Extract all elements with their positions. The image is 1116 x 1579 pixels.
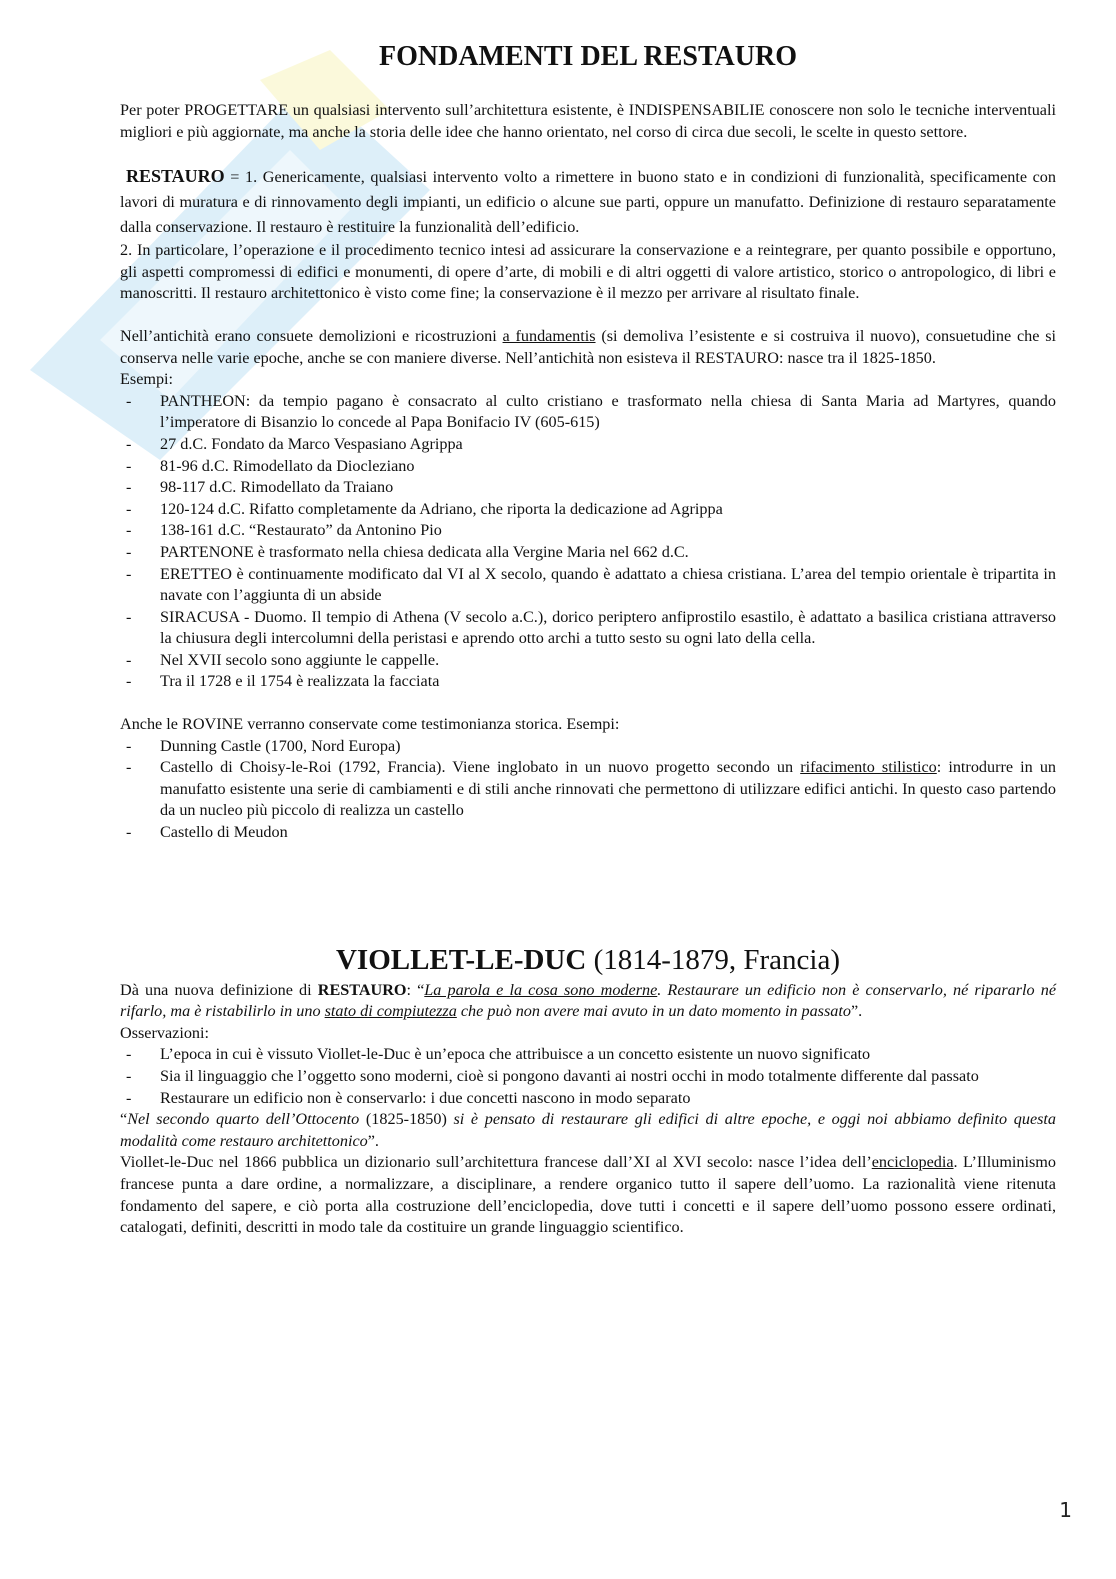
viollet-quote-end: che può non avere mai avuto in un dato momento in passato bbox=[460, 1002, 851, 1021]
document-page bbox=[120, 36, 1056, 1239]
viollet-quote-mid: . Restaurare un edificio non è conservarlo, né ripararlo né rifarlo, ma è ristabilirlo in uno bbox=[120, 980, 1057, 1021]
list-item: - 138-161 d.C. “Restaurato” da Antonino Pio bbox=[120, 520, 1056, 542]
document-title: FONDAMENTI DEL RESTAURO bbox=[379, 41, 797, 72]
list-item: - 81-96 d.C. Rimodellato da Diocleziano bbox=[120, 456, 1056, 478]
list-item: - 98-117 d.C. Rimodellato da Traiano bbox=[120, 477, 1056, 499]
viollet-def-pre: Dà una nuova definizione di bbox=[120, 980, 312, 999]
quote-italic-2: si è pensato di restaurare gli edifici di altre epoche, e oggi noi abbiamo definito questa modalità come restauro architettonico bbox=[120, 1110, 1057, 1150]
viollet-def-close: ”. bbox=[850, 1002, 863, 1021]
enciclopedia-term: enciclopedia bbox=[871, 1153, 954, 1172]
viollet-quote-compiutezza: stato di compiutezza bbox=[324, 1002, 457, 1021]
viollet-def-restauro: RESTAURO bbox=[317, 980, 407, 999]
quote-open: “ bbox=[120, 1110, 128, 1129]
viollet-quote-underlined: La parola e la cosa sono moderne bbox=[424, 980, 658, 999]
a-fundamentis-term: a fundamentis bbox=[502, 326, 596, 345]
ruins-intro: Anche le ROVINE verranno conservate come testimonianza storica. Esempi: bbox=[120, 715, 620, 734]
examples-label: Esempi: bbox=[120, 370, 174, 389]
page-number: 1 bbox=[1059, 1498, 1072, 1522]
restauro-definition-1 bbox=[120, 164, 1056, 240]
intro-paragraph: Per poter PROGETTARE un qualsiasi intervento sull’architettura esistente, è INDISPENSABILIE conoscere non solo le tecniche interventuali migliori e più aggiornate, ma anche la storia delle idee che hanno orientato, nel corso di circa due secoli, le scelte in questo settore. bbox=[120, 101, 1056, 141]
quote-close: ”. bbox=[367, 1131, 379, 1150]
quote-years: (1825-1850) bbox=[365, 1110, 447, 1129]
list-item: - Restaurare un edificio non è conservarlo: i due concetti nascono in modo separato bbox=[120, 1088, 1056, 1110]
list-item: - SIRACUSA - Duomo. Il tempio di Athena (V secolo a.C.), dorico periptero anfiprostilo esastilo, è adattato a basilica cristiana attraverso la chiusura degli intercolumni della peristasi e aprendo otto archi a tutto sesto su ogni lato della cella. bbox=[120, 607, 1056, 650]
antiquity-paragraph bbox=[120, 326, 1056, 369]
rifacimento-stilistico-term: rifacimento stilistico bbox=[800, 758, 937, 777]
list-item: - Tra il 1728 e il 1754 è realizzata la facciata bbox=[120, 671, 1056, 693]
ottocento-quote bbox=[120, 1109, 1056, 1152]
list-item: - 27 d.C. Fondato da Marco Vespasiano Agrippa bbox=[120, 434, 1056, 456]
list-item: - PANTHEON: da tempio pagano è consacrato al culto cristiano e trasformato nella chiesa di Santa Maria ad Martyres, quando l’imperatore di Bisanzio lo concede al Papa Bonifacio IV (605-615) bbox=[120, 391, 1056, 434]
ruins-item2-pre: Castello di Choisy-le-Roi (1792, Francia). Viene inglobato in un nuovo progetto secondo un bbox=[160, 758, 794, 777]
viollet-definition bbox=[120, 980, 1056, 1023]
antiquity-text-post: (si demoliva l’esistente e si costruiva il nuovo), consuetudine che si conserva nelle varie epoche, anche se con maniere diverse. Nell’antichità non esisteva il RESTAURO: nasce tra il 1825-1850. bbox=[120, 326, 1056, 367]
list-item bbox=[120, 757, 1056, 822]
antiquity-examples-list bbox=[120, 391, 1056, 693]
list-item: - Sia il linguaggio che l’oggetto sono moderni, cioè si pongono davanti ai nostri occhi in modo totalmente differente dal passato bbox=[120, 1066, 1056, 1088]
list-item: - Dunning Castle (1700, Nord Europa) bbox=[120, 736, 1056, 758]
list-item: - 120-124 d.C. Rifatto completamente da Adriano, che riporta la dedicazione ad Agrippa bbox=[120, 499, 1056, 521]
list-item: - Nel XVII secolo sono aggiunte le cappelle. bbox=[120, 650, 1056, 672]
viollet-heading-name: VIOLLET-LE-DUC bbox=[335, 943, 587, 976]
viollet-def-colon: : “ bbox=[406, 980, 425, 999]
ruins-item2-post: : introdurre in un manufatto esistente una serie di cambiamenti e di stili anche rinnovati che permettono di utilizzare edifici antichi. In questo caso partendo da un nucleo più piccolo di realizza un castello bbox=[160, 758, 1057, 820]
list-item: - L’epoca in cui è vissuto Viollet-le-Duc è un’epoca che attribuisce a un concetto esistente un nuovo significato bbox=[120, 1044, 1056, 1066]
viollet-heading bbox=[120, 940, 1056, 980]
restauro-label: RESTAURO bbox=[126, 166, 225, 187]
antiquity-text-pre: Nell’antichità erano consuete demolizioni e ricostruzioni bbox=[120, 326, 497, 345]
observations-list bbox=[120, 1044, 1056, 1109]
restauro-def1-text: = 1. Genericamente, qualsiasi intervento volto a rimettere in buono stato e in condizioni di funzionalità, specificamente con lavori di muratura e di rinnovamento degli impianti, un edificio o alcune sue parti, oppure un manufatto. Definizione di restauro separatamente dalla conservazione. Il restauro è restituire la funzionalità dell’edificio. bbox=[120, 168, 1056, 237]
viollet-heading-dates: (1814-1879, Francia) bbox=[593, 943, 840, 976]
dictionary-pre: Viollet-le-Duc nel 1866 pubblica un dizionario sull’architettura francese dall’XI al XVI secolo: nasce l’idea dell’ bbox=[120, 1153, 872, 1172]
list-item: - ERETTEO è continuamente modificato dal VI al X secolo, quando è adattato a chiesa cristiana. L’area del tempio orientale è tripartita in navate con l’aggiunta di un abside bbox=[120, 564, 1056, 607]
list-item: - PARTENONE è trasformato nella chiesa dedicata alla Vergine Maria nel 662 d.C. bbox=[120, 542, 1056, 564]
list-item: - Castello di Meudon bbox=[120, 822, 1056, 844]
ruins-examples-list bbox=[120, 736, 1056, 844]
observations-label: Osservazioni: bbox=[120, 1023, 210, 1042]
dictionary-post: . L’Illuminismo francese punta a dare ordine, a normalizzare, a disciplinare, a rendere organico tutto il sapere dell’uomo. La razionalità viene ritenuta fondamento del sapere, e ciò porta alla costruzione dell’enciclopedia, dove tutti i concetti e il sapere dell’uomo possono essere ordinati, catalogati, definiti, descritti in modo tale da costituire un grande linguaggio scientifico. bbox=[120, 1153, 1056, 1237]
dictionary-paragraph bbox=[120, 1152, 1056, 1238]
restauro-definition-2: 2. In particolare, l’operazione e il procedimento tecnico intesi ad assicurare la conservazione e a reintegrare, per quanto possibile e opportuno, gli aspetti compromessi di edifici e monumenti, di opere d’arte, di mobili e di altri oggetti di valore artistico, storico o antropologico, di libri e manoscritti. Il restauro architettonico è visto come fine; la conservazione è il mezzo per arrivare al risultato finale. bbox=[120, 241, 1056, 303]
quote-italic-1: Nel secondo quarto dell’Ottocento bbox=[127, 1110, 360, 1129]
